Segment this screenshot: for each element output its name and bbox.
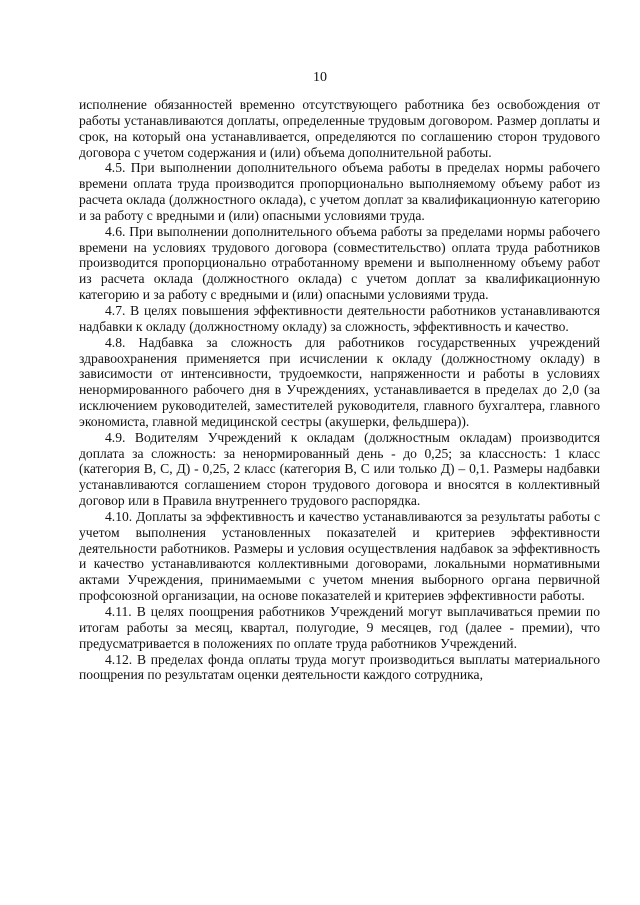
document-body xyxy=(79,97,600,683)
paragraph-4-7: 4.7. В целях повышения эффективности деятельности работников устанавливаются надбавки к окладу (должностному окладу) за сложность, эффективность и качество. xyxy=(79,302,600,334)
paragraph-4-9: 4.9. Водителям Учреждений к окладам (должностным окладам) производится доплата за сложность: за ненормированный день - до 0,25; за классность: 1 класс (категория В, С, Д) - 0,25, 2 класс (категория В, С или только Д) – 0,1. Размеры надбавки устанавливаются соглашением сторон трудового договора и вносятся в коллективный договор или в Правила внутреннего трудового распорядка. xyxy=(79,429,600,509)
paragraph-4-8: 4.8. Надбавка за сложность для работников государственных учреждений здравоохранения применяется при исчислении к окладу (должностному окладу) в зависимости от интенсивности, трудоемкости, напряженности и работы в условиях ненормированного рабочего дня в Учреждениях, устанавливается в пределах до 2,0 (за исключением руководителей, заместителей руководителя, главного бухгалтера, главного экономиста, главной медицинской сестры (акушерки, фельдшера)). xyxy=(79,334,600,429)
paragraph-continuation: исполнение обязанностей временно отсутствующего работника без освобождения от работы устанавливаются доплаты, определенные трудовым договором. Размер доплаты и срок, на который она устанавливается, определяются по соглашению сторон трудового договора с учетом содержания и (или) объема дополнительной работы. xyxy=(79,97,600,160)
paragraph-4-10: 4.10. Доплаты за эффективность и качество устанавливаются за результаты работы с учетом выполнения установленных показателей и критериев эффективности деятельности работников. Размеры и условия осуществления надбавок за эффективность и качество устанавливаются коллективными договорами, локальными нормативными актами Учреждения, принимаемыми с учетом мнения выборного органа первичной профсоюзной организации, на основе показателей и критериев эффективности работы. xyxy=(79,508,600,604)
paragraph-4-5: 4.5. При выполнении дополнительного объема работы в пределах нормы рабочего времени оплата труда производится пропорционально выполняемому объему работ из расчета оклада (должностного оклада), с учетом доплат за квалификационную категорию и за работу с вредными и (или) опасными условиями труда. xyxy=(79,160,600,223)
page-number: 10 xyxy=(313,70,327,85)
paragraph-4-12: 4.12. В пределах фонда оплаты труда могут производиться выплаты материального поощрения по результатам оценки деятельности каждого сотрудника, xyxy=(79,651,600,683)
paragraph-4-11: 4.11. В целях поощрения работников Учреждений могут выплачиваться премии по итогам работы за месяц, квартал, полугодие, 9 месяцев, год (далее - премии), что предусматривается в положениях по оплате труда работников Учреждений. xyxy=(79,604,600,651)
paragraph-4-6: 4.6. При выполнении дополнительного объема работы за пределами нормы рабочего времени на условиях трудового договора (совместительство) оплата труда работников производится пропорционально отработанному времени и выполненному объему работ из расчета оклада (должностного оклада) с учетом доплат за квалификационную категорию и за работу с вредными и (или) опасными условиями труда. xyxy=(79,223,600,303)
